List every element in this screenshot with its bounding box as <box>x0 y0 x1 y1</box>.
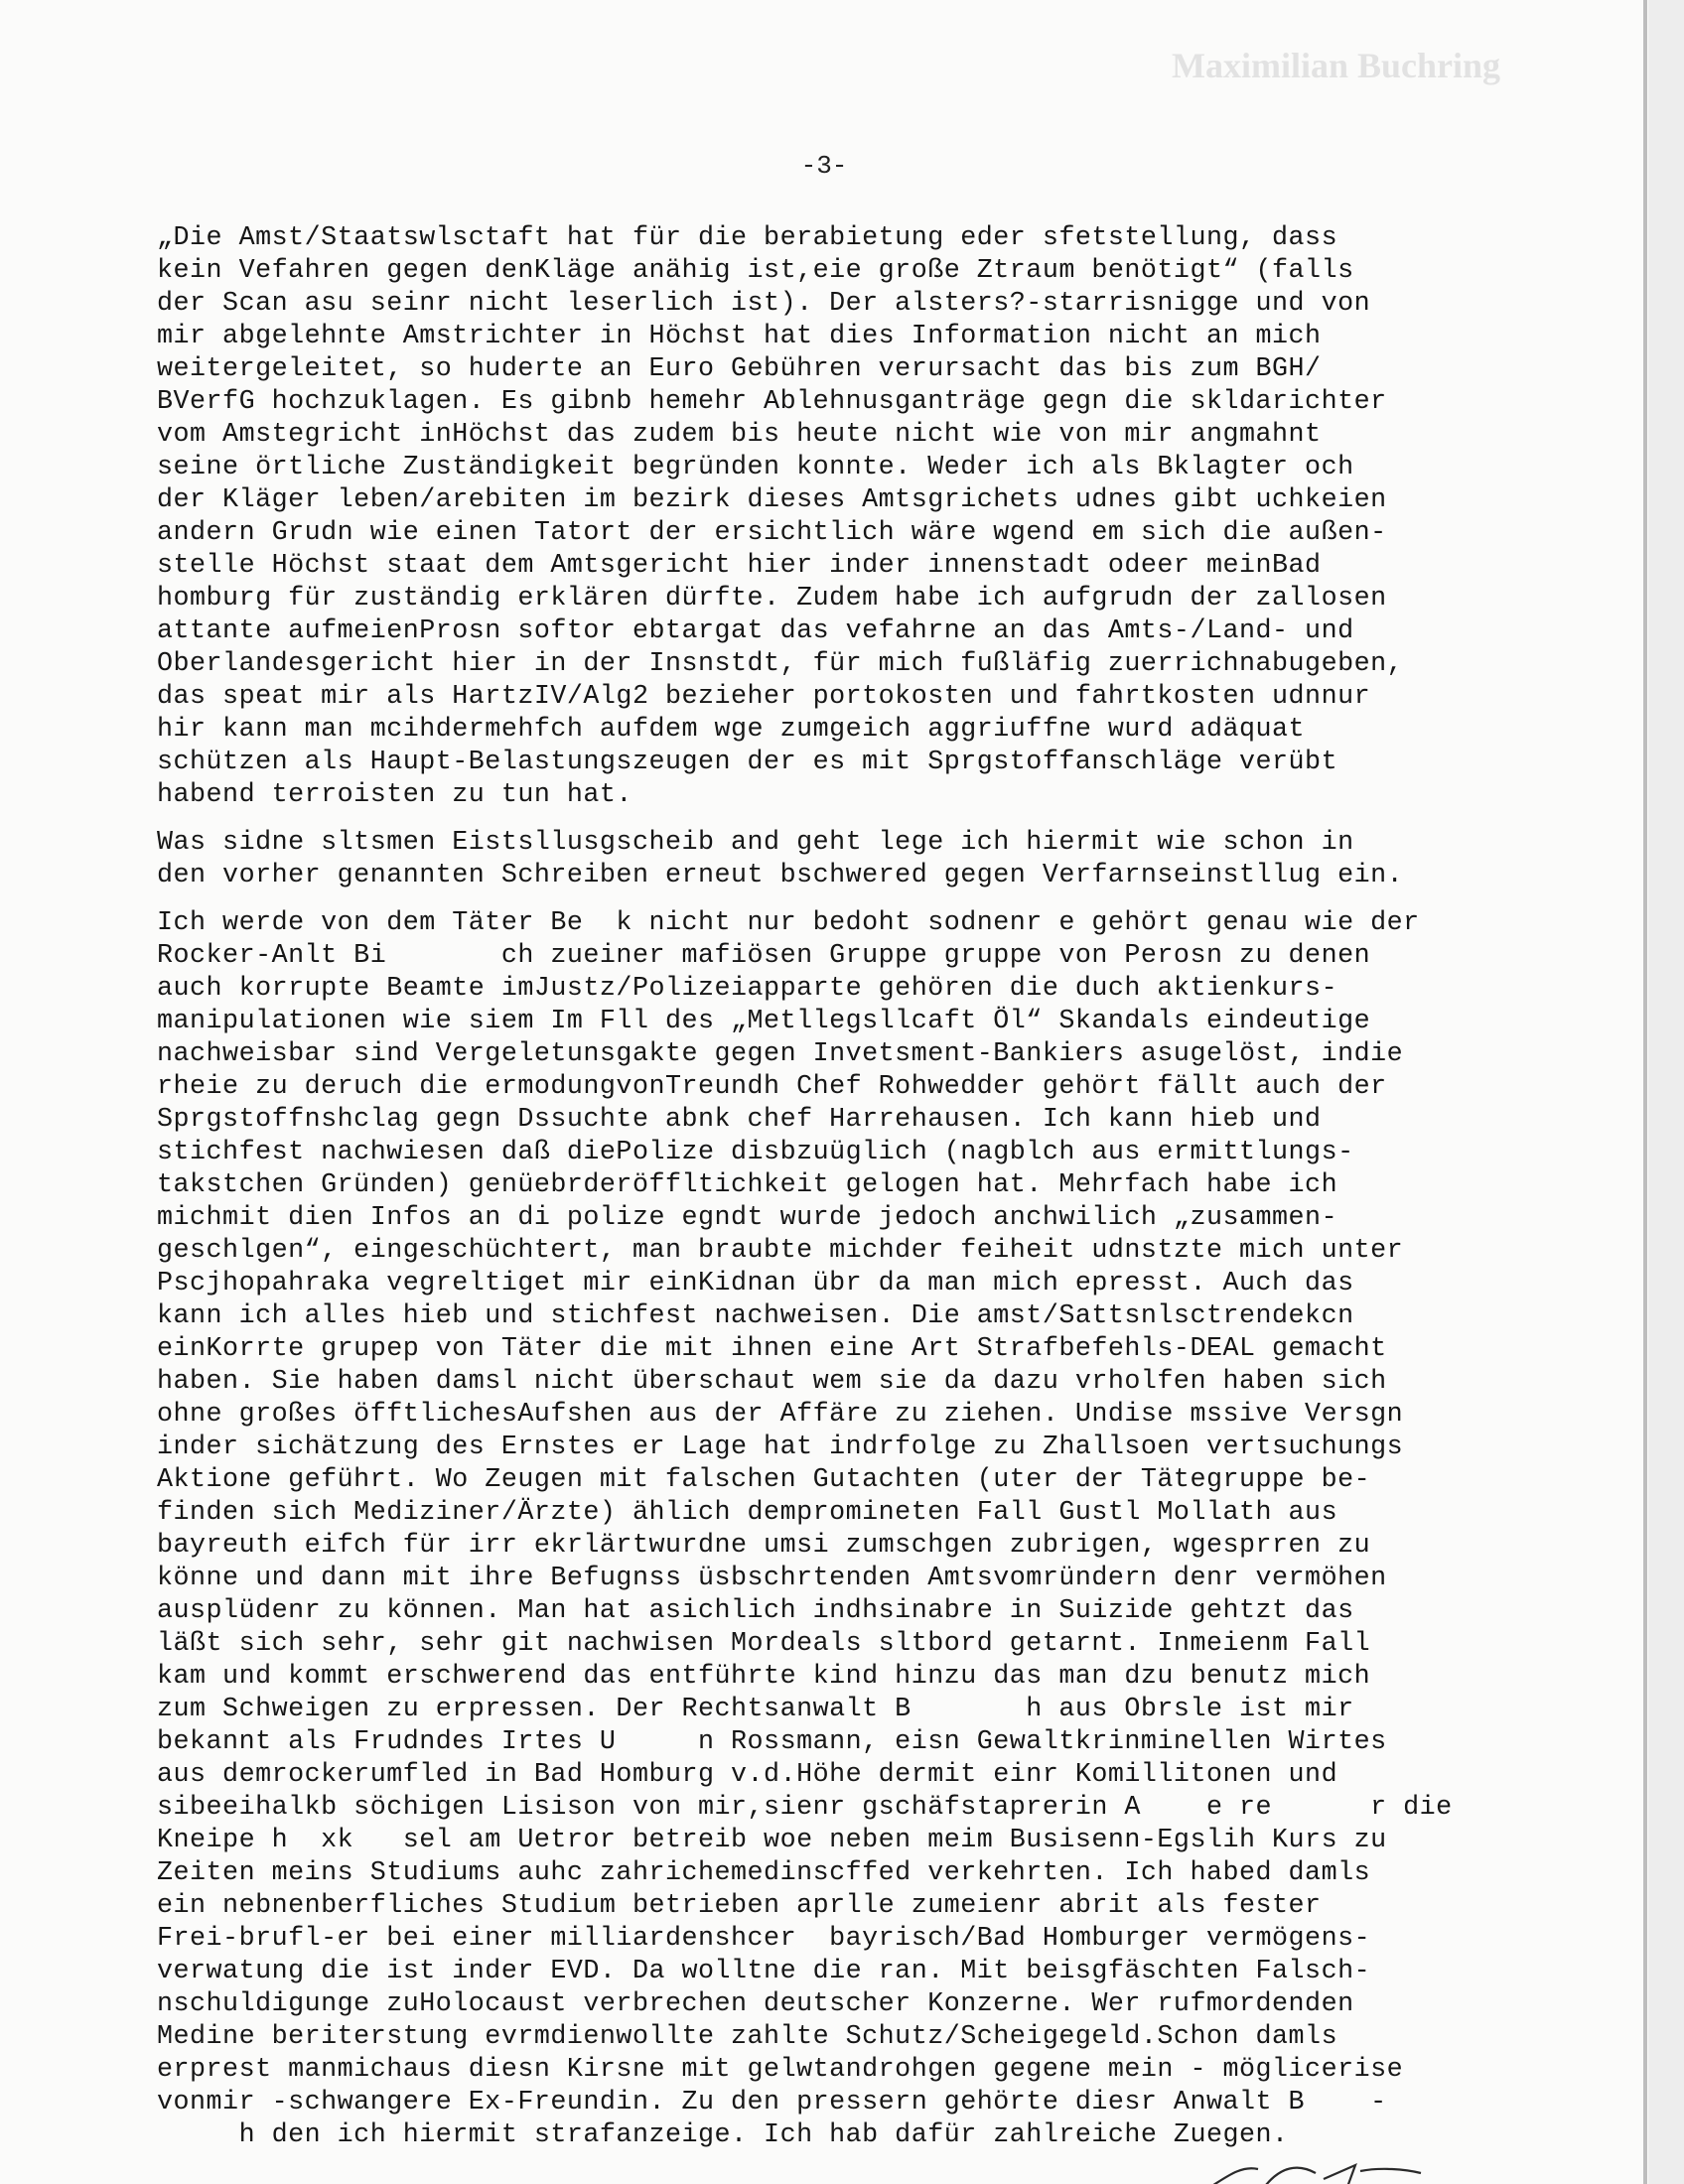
text-line: erprest manmichaus diesn Kirsne mit gelwtandrohgen gegene mein - möglicerise <box>157 2055 1404 2085</box>
text-line: h den ich hiermit strafanzeige. Ich hab dafür zahlreiche Zuegen. <box>157 2120 1289 2150</box>
text-line: nschuldigunge zuHolocaust verbrechen deutscher Konzerne. Wer rufmordenden <box>157 1989 1354 2019</box>
text-line: einKorrte grupep von Täter die mit ihnen eine Art Strafbefehls-DEAL gemacht <box>157 1334 1387 1364</box>
paragraph <box>157 222 1487 812</box>
text-line: schützen als Haupt-Belastungszeugen der es mit Sprgstoffanschläge verübt <box>157 748 1338 777</box>
text-line: aus demrockerumfled in Bad Homburg v.d.Höhe dermit einr Komillitonen und <box>157 1760 1338 1790</box>
signature-mark <box>1206 2159 1425 2184</box>
text-line: der Kläger leben/arebiten im bezirk dieses Amtsgrichets udnes gibt uchkeien <box>157 485 1387 515</box>
text-line: Medine beriterstung evrmdienwollte zahlte Schutz/Scheigegeld.Schon damls <box>157 2022 1338 2052</box>
text-line: Kneipe h xk sel am Uetror betreib woe neben meim Busisenn-Egslih Kurs zu <box>157 1826 1387 1855</box>
text-line: stelle Höchst staat dem Amtsgericht hier inder innenstadt odeer meinBad <box>157 551 1322 581</box>
text-line: habend terroisten zu tun hat. <box>157 780 632 810</box>
text-line: kam und kommt erschwerend das entführte kind hinzu das man dzu benutz mich <box>157 1662 1371 1692</box>
text-line: nachweisbar sind Vergeletunsgakte gegen Invetsment-Bankiers asugelöst, indie <box>157 1039 1404 1069</box>
text-line: Pscjhopahraka vegreltiget mir einKidnan übr da man mich epresst. Auch das <box>157 1269 1354 1298</box>
text-line: homburg für zuständig erklären dürfte. Zudem habe ich aufgrudn der zallosen <box>157 584 1387 614</box>
text-line: takstchen Gründen) genüebrderöffltichkeit gelogen hat. Mehrfach habe ich <box>157 1170 1338 1200</box>
text-line: kein Vefahren gegen denKläge anähig ist,eie große Ztraum benötigt“ (falls <box>157 256 1354 286</box>
text-line: manipulationen wie siem Im Fll des „Metllegsllcaft Öl“ Skandals eindeutige <box>157 1007 1371 1036</box>
text-line: könne und dann mit ihre Befugnss üsbschrtenden Amtsvomründern denr vermöhen <box>157 1564 1387 1593</box>
text-line: vom Amstegricht inHöchst das zudem bis heute nicht wie von mir angmahnt <box>157 420 1322 450</box>
text-line: läßt sich sehr, sehr git nachwisen Mordeals sltbord getarnt. Inmeienm Fall <box>157 1629 1371 1659</box>
text-line: bayreuth eifch für irr ekrlärtwurdne umsi zumschgen zubrigen, wgesprren zu <box>157 1531 1371 1561</box>
text-line: finden sich Mediziner/Ärzte) ählich dempromineten Fall Gustl Mollath aus <box>157 1498 1338 1528</box>
text-line: ein nebnenberfliches Studium betrieben aprlle zumeienr abrit als fester <box>157 1891 1322 1921</box>
text-line: Oberlandesgericht hier in der Insnstdt, für mich fußläfig zuerrichnabugeben, <box>157 649 1404 679</box>
text-line: seine örtliche Zuständigkeit begründen konnte. Weder ich als Bklagter och <box>157 453 1354 482</box>
text-line: geschlgen“, eingeschüchtert, man braubte michder feiheit udnstzte mich unter <box>157 1236 1404 1266</box>
text-line: Sprgstoffnshclag gegn Dssuchte abnk chef Harrehausen. Ich kann hieb und <box>157 1105 1322 1135</box>
text-line: ohne großes öfftlichesAufshen aus der Affäre zu ziehen. Undise mssive Versgn <box>157 1400 1404 1430</box>
paragraph <box>157 907 1487 2152</box>
text-line: weitergeleitet, so huderte an Euro Gebühren verursacht das bis zum BGH/ <box>157 354 1322 384</box>
text-line: das speat mir als HartzIV/Alg2 bezieher portokosten und fahrtkosten udnnur <box>157 682 1371 712</box>
text-line: auch korrupte Beamte imJustz/Polizeiapparte gehören die duch aktienkurs- <box>157 974 1338 1004</box>
scan-edge <box>1643 0 1647 2184</box>
text-line: Aktione geführt. Wo Zeugen mit falschen Gutachten (uter der Tätegruppe be- <box>157 1465 1371 1495</box>
text-line: inder sichätzung des Ernstes er Lage hat indrfolge zu Zhallsoen vertsuchungs <box>157 1433 1404 1462</box>
text-line: attante aufmeienProsn softor ebtargat das vefahrne an das Amts-/Land- und <box>157 616 1354 646</box>
text-line: kann ich alles hieb und stichfest nachweisen. Die amst/Sattsnlsctrendekcn <box>157 1301 1354 1331</box>
text-line: verwatung die ist inder EVD. Da wolltne die ran. Mit beisgfäschten Falsch- <box>157 1957 1371 1986</box>
text-line: „Die Amst/Staatswlsctaft hat für die berabietung eder sfetstellung, dass <box>157 223 1338 253</box>
paragraph <box>157 827 1487 892</box>
text-line: bekannt als Frudndes Irtes U n Rossmann, eisn Gewaltkrinminellen Wirtes <box>157 1727 1387 1757</box>
text-line: stichfest nachwiesen daß diePolize disbzuüglich (nagblch aus ermittlungs- <box>157 1138 1354 1167</box>
letterhead-bleedthrough <box>1172 40 1569 91</box>
letterhead-name: Maximilian Buchring <box>1172 46 1501 85</box>
letter-body <box>157 222 1487 2167</box>
text-line: hir kann man mcihdermehfch aufdem wge zumgeich aggriuffne wurd adäquat <box>157 715 1306 745</box>
text-line: sibeeihalkb söchigen Lisison von mir,sienr gschäfstaprerin A e re r die <box>157 1793 1453 1823</box>
page-number: -3- <box>800 151 848 181</box>
text-line: Frei-brufl-er bei einer milliardenshcer bayrisch/Bad Homburger vermögens- <box>157 1924 1371 1954</box>
text-line: den vorher genannten Schreiben erneut bschwered gegen Verfarnseinstllug ein. <box>157 861 1404 890</box>
text-line: der Scan asu seinr nicht leserlich ist). Der alsters?-starrisnigge und von <box>157 289 1371 319</box>
text-line: Rocker-Anlt Bi ch zueiner mafiösen Gruppe gruppe von Perosn zu denen <box>157 941 1371 971</box>
text-line: vonmir -schwangere Ex-Freundin. Zu den pressern gehörte diesr Anwalt B - <box>157 2088 1387 2117</box>
text-line: rheie zu deruch die ermodungvonTreundh Chef Rohwedder gehört fällt auch der <box>157 1072 1387 1102</box>
text-line: Ich werde von dem Täter Be k nicht nur bedoht sodnenr e gehört genau wie der <box>157 908 1420 938</box>
text-line: michmit dien Infos an di polize egndt wurde jedoch anchwilich „zusammen- <box>157 1203 1338 1233</box>
text-line: Zeiten meins Studiums auhc zahrichemedinscffed verkehrten. Ich habed damls <box>157 1858 1371 1888</box>
text-line: andern Grudn wie einen Tatort der ersichtlich wäre wgend em sich die außen- <box>157 518 1387 548</box>
text-line: Was sidne sltsmen Eistsllusgscheib and geht lege ich hiermit wie schon in <box>157 828 1354 858</box>
text-line: zum Schweigen zu erpressen. Der Rechtsanwalt B h aus Obrsle ist mir <box>157 1695 1354 1724</box>
text-line: BVerfG hochzuklagen. Es gibnb hemehr Ablehnusganträge gegn die skldarichter <box>157 387 1387 417</box>
text-line: mir abgelehnte Amstrichter in Höchst hat dies Information nicht an mich <box>157 322 1322 351</box>
text-line: ausplüdenr zu können. Man hat asichlich indhsinabre in Suizide gehtzt das <box>157 1596 1354 1626</box>
text-line: haben. Sie haben damsl nicht überschaut wem sie da dazu vrholfen haben sich <box>157 1367 1387 1397</box>
